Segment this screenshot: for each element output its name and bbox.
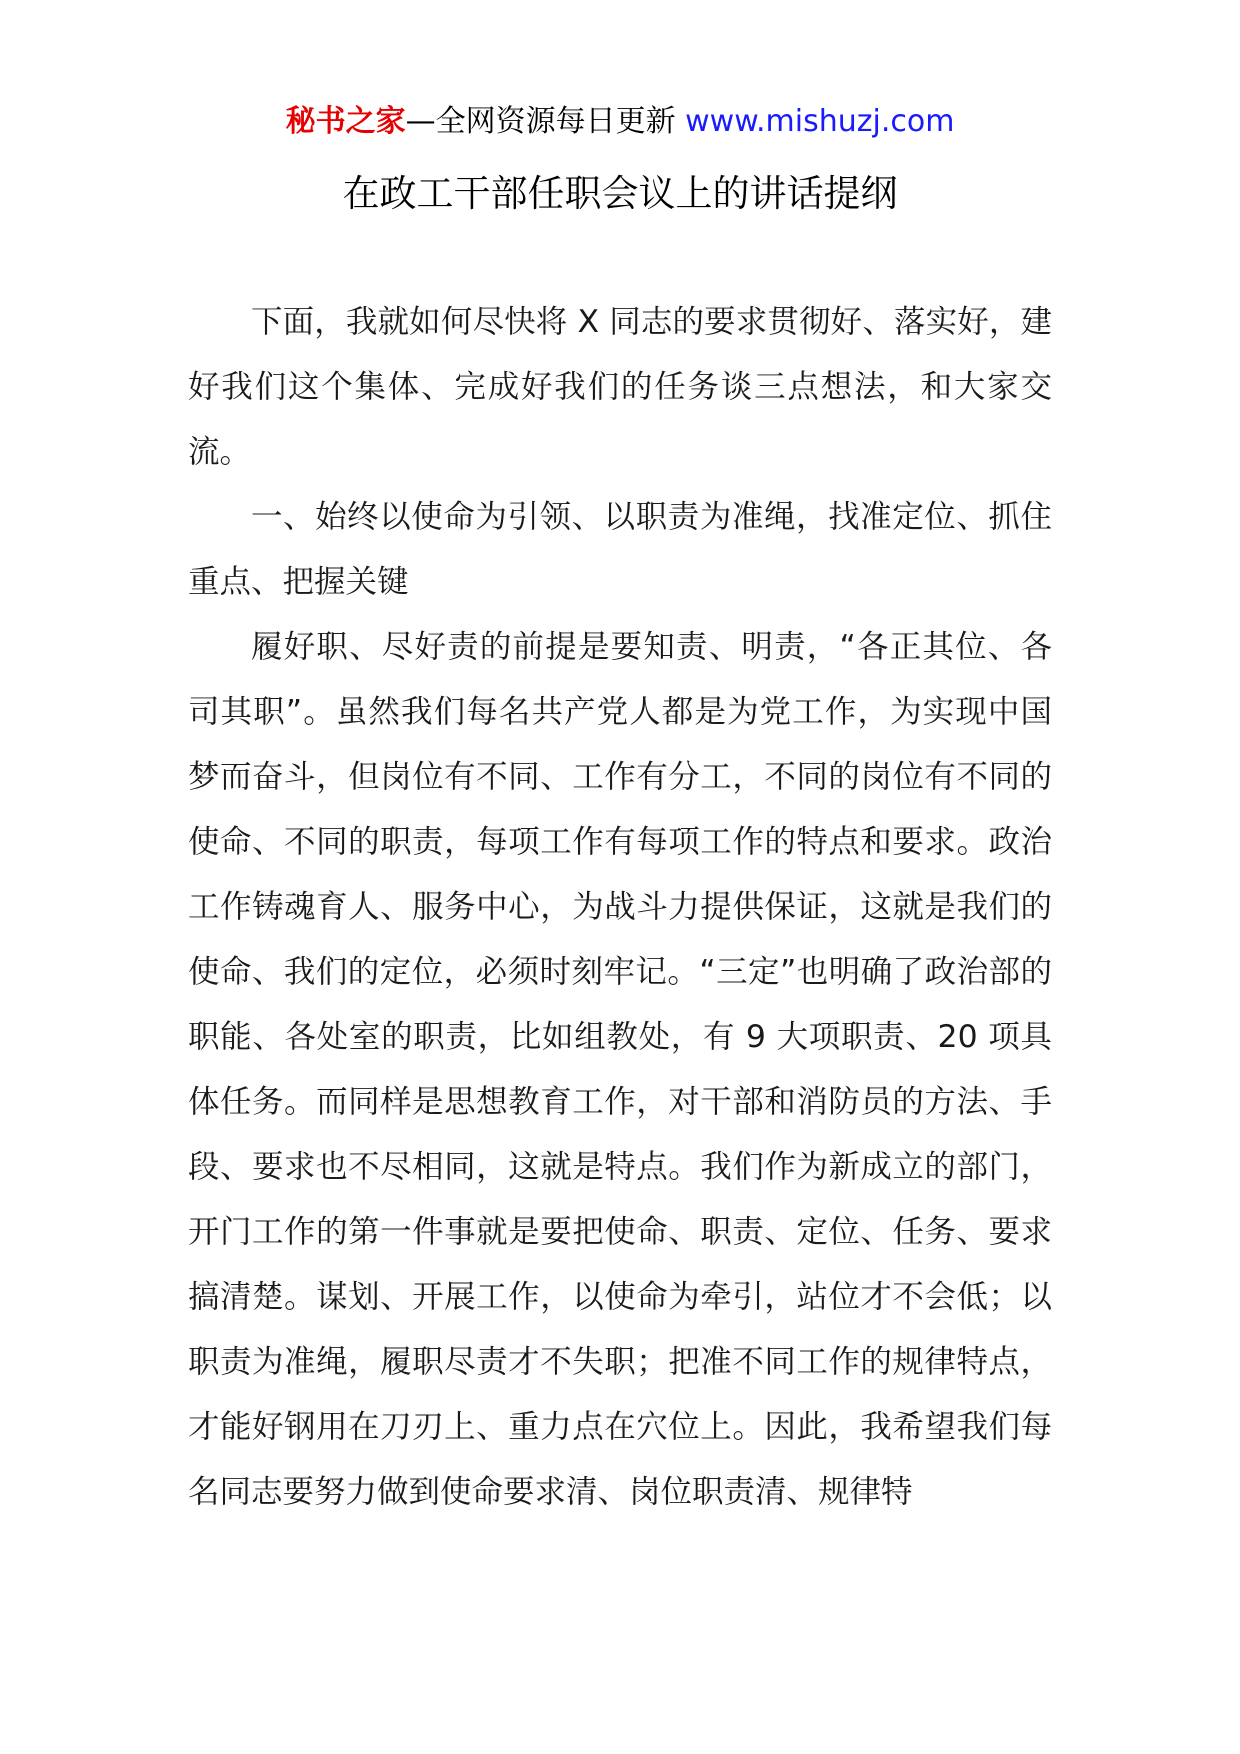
section-heading-1: 一、始终以使命为引领、以职责为准绳，找准定位、抓住重点、把握关键 [188, 499, 1052, 600]
site-brand: 秘书之家 [285, 104, 406, 139]
body-paragraph: 履好职、尽好责的前提是要知责、明责，“各正其位、各司其职”。虽然我们每名共产党人都是为党工作，为实现中国梦而奋斗，但岗位有不同、工作有分工，不同的岗位有不同的使命、不同的职责，每项工作有每项工作的特点和要求。政治工作铸魂育人、服务中心，为战斗力提供保证，这就是我们的使命、我们的定位，必须时刻牢记。“三定”也明确了政治部的职能、各处室的职责，比如组教处，有 9 大项职责、20 项具体任务。而同样是思想教育工作，对干部和消防员的方法、手段、要求也不尽相同，这就是特点。我们作为新成立的部门，开门工作的第一件事就是要把使命、职责、定位、任务、要求搞清楚。谋划、开展工作，以使命为牵引，站位才不会低；以职责为准绳，履职尽责才不失职；把准不同工作的规律特点，才能好钢用在刀刃上、重力点在穴位上。因此，我希望我们每名同志要努力做到使命要求清、岗位职责清、规律特 [188, 629, 1052, 1510]
site-header [0, 100, 1240, 144]
document-body [188, 290, 1052, 1525]
document-title: 在政工干部任职会议上的讲话提纲 [342, 172, 898, 215]
intro-paragraph: 下面，我就如何尽快将 X 同志的要求贯彻好、落实好，建好我们这个集体、完成好我们的任务谈三点想法，和大家交流。 [188, 304, 1052, 470]
site-slogan: —全网资源每日更新 [405, 104, 676, 139]
site-url-link[interactable]: www.mishuzj.com [685, 104, 955, 139]
